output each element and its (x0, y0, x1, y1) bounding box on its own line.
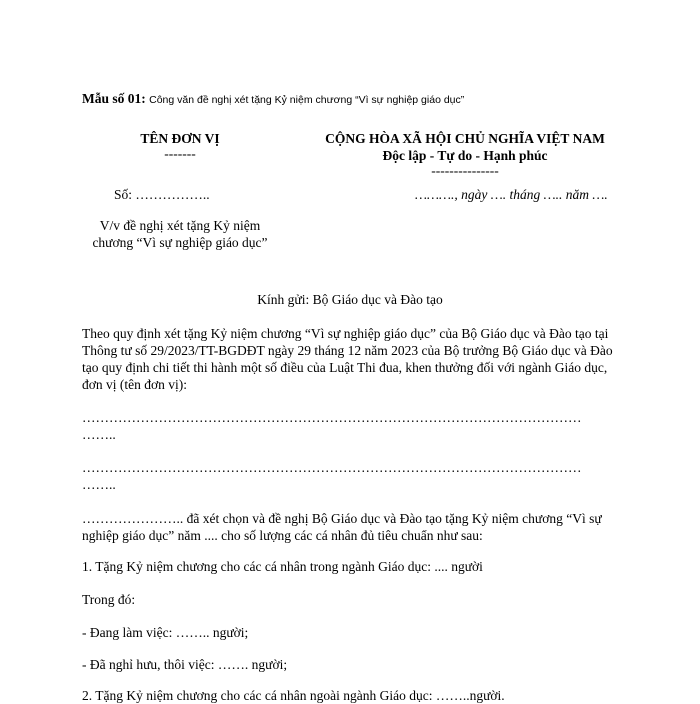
nation-title: CỘNG HÒA XÃ HỘI CHỦ NGHĨA VIỆT NAM (325, 131, 605, 146)
form-label-prefix: Mẫu số 01: (82, 91, 146, 106)
form-label-title: Công văn đề nghị xét tặng Kỷ niệm chương “Vì sự nghiệp giáo dục” (149, 94, 465, 106)
document-number: Số: …………….. (114, 187, 210, 202)
subject-line-2: chương “Vì sự nghiệp giáo dục” (92, 235, 268, 250)
item-1: 1. Tặng Kỷ niệm chương cho các cá nhân trong ngành Giáo dục: .... người (82, 559, 483, 574)
unit-name: TÊN ĐƠN VỊ (140, 131, 220, 146)
working-count: - Đang làm việc: …….. người; (82, 625, 249, 640)
dots-line-1a: ………………………………………………………………………………………………… (82, 410, 582, 425)
dots-line-1b: …….. (82, 427, 116, 442)
date-line: ………., ngày …. tháng ….. năm …. (415, 187, 608, 202)
dots-line-2b: …….. (82, 477, 116, 492)
addressee: Kính gửi: Bộ Giáo dục và Đào tạo (257, 292, 443, 307)
subject-line-1: V/v đề nghị xét tặng Kỷ niệm (99, 218, 261, 233)
item-2: 2. Tặng Kỷ niệm chương cho các cá nhân ngoài ngành Giáo dục: ……..người. (82, 688, 505, 703)
selection-paragraph: ………………….. đã xét chọn và đề nghị Bộ Giáo dục và Đào tạo tặng Kỷ niệm chương “Vì sự nghiệp giáo dục” năm .... cho số lượng các cá nhân đủ tiêu chuẩn như sau: (82, 511, 602, 543)
nation-motto: Độc lập - Tự do - Hạnh phúc (382, 148, 548, 163)
intro-paragraph: Theo quy định xét tặng Kỷ niệm chương “Vì sự nghiệp giáo dục” của Bộ Giáo dục và Đào tạo tại Thông tư số 29/2023/TT-BGDĐT ngày 29 tháng 12 năm 2023 của Bộ trưởng Bộ Giáo dục và Đào tạo quy định chi tiết thi hành một số điều của Luật Thi đua, khen thưởng đối với ngành Giáo dục, đơn vị (tên đơn vị): (82, 326, 613, 392)
form-label (82, 91, 464, 107)
unit-dashes: ------- (164, 146, 196, 161)
motto-dashes: --------------- (431, 163, 499, 178)
dots-line-2a: ………………………………………………………………………………………………… (82, 460, 582, 475)
retired-count: - Đã nghỉ hưu, thôi việc: ……. người; (82, 657, 288, 672)
among-label: Trong đó: (82, 592, 136, 607)
